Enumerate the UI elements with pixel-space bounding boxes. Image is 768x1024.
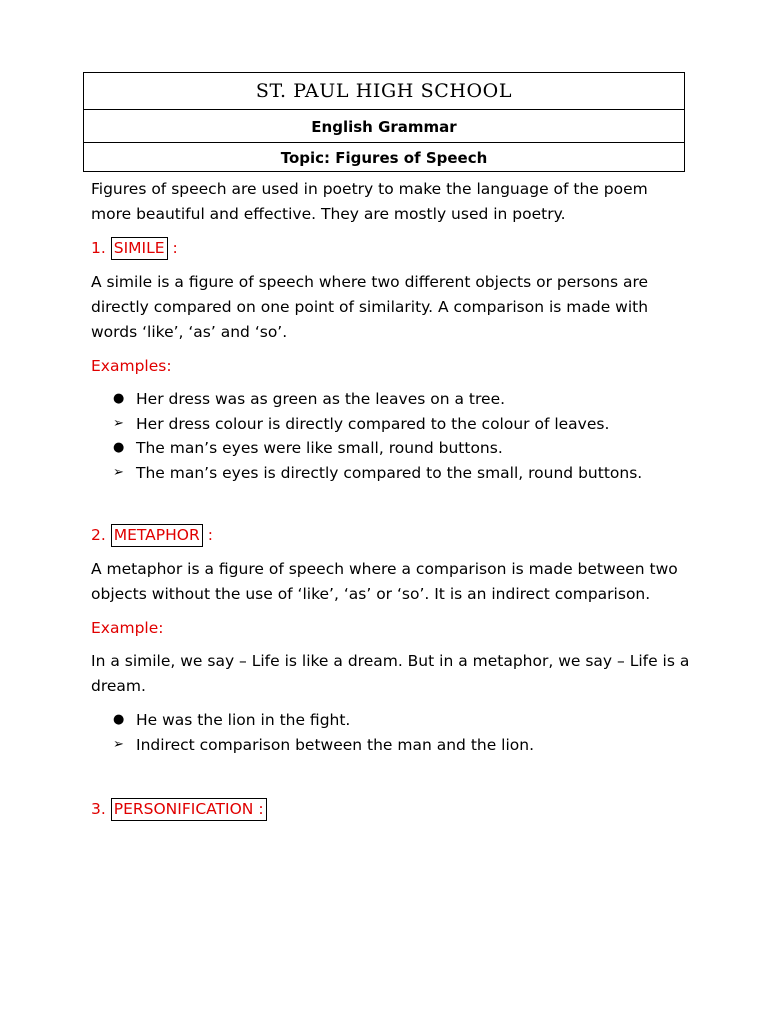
- arrow-bullet-icon: ➢: [113, 464, 124, 480]
- personification-number: 3.: [91, 800, 106, 818]
- metaphor-title: METAPHOR: [111, 524, 203, 547]
- simile-colon: :: [172, 239, 178, 257]
- school-name-cell: [84, 73, 685, 110]
- simile-title: SIMILE: [111, 237, 168, 260]
- metaphor-colon: :: [207, 526, 213, 544]
- school-name: ST. PAUL HIGH SCHOOL: [255, 80, 513, 102]
- document-body: [91, 177, 691, 831]
- list-item-text: The man’s eyes is directly compared to the small, round buttons.: [136, 463, 643, 482]
- personification-heading: [91, 797, 691, 822]
- list-item: [113, 708, 691, 733]
- list-item: [113, 733, 691, 758]
- section-spacer: [91, 485, 691, 523]
- list-item-text: He was the lion in the fight.: [136, 711, 351, 729]
- personification-title: [111, 798, 267, 821]
- list-item-text: Her dress colour is directly compared to the colour of leaves.: [136, 414, 610, 433]
- topic-title: Topic: Figures of Speech: [280, 148, 488, 167]
- metaphor-heading: [91, 523, 691, 548]
- bullet-dot-icon: ●: [113, 440, 125, 455]
- intro-paragraph: Figures of speech are used in poetry to make the language of the poem more beautiful and effective. They are mostly used in poetry.: [91, 180, 648, 223]
- list-item: [113, 461, 691, 486]
- simile-example-list: [91, 387, 691, 485]
- arrow-bullet-icon: ➢: [113, 415, 124, 431]
- metaphor-example-label: Example:: [91, 619, 164, 637]
- subject-cell: [84, 110, 685, 143]
- list-item-text: Indirect comparison between the man and the lion.: [136, 735, 535, 754]
- simile-description: A simile is a figure of speech where two different objects or persons are directly compared on one point of similarity. A comparison is made with words ‘like’, ‘as’ and ‘so’.: [91, 273, 649, 341]
- personification-colon: :: [258, 800, 264, 818]
- section-spacer: [91, 757, 691, 797]
- list-item-text: Her dress was as green as the leaves on a tree.: [136, 390, 506, 408]
- list-item-text: The man’s eyes were like small, round buttons.: [136, 439, 503, 457]
- bullet-dot-icon: ●: [113, 712, 125, 727]
- metaphor-number: 2.: [91, 526, 106, 544]
- personification-title-text: PERSONIFICATION: [113, 800, 254, 818]
- arrow-bullet-icon: ➢: [113, 736, 124, 752]
- metaphor-example-text: In a simile, we say – Life is like a dream. But in a metaphor, we say – Life is a dream.: [91, 652, 690, 695]
- subject-title: English Grammar: [311, 117, 457, 136]
- topic-cell: [84, 143, 685, 172]
- simile-examples-label: Examples:: [91, 357, 172, 375]
- list-item: [113, 387, 691, 412]
- simile-number: 1.: [91, 239, 106, 257]
- list-item: [113, 412, 691, 437]
- bullet-dot-icon: ●: [113, 391, 125, 406]
- list-item: [113, 436, 691, 461]
- metaphor-description: A metaphor is a figure of speech where a comparison is made between two objects without the use of ‘like’, ‘as’ or ‘so’. It is an indirect comparison.: [91, 560, 678, 603]
- metaphor-example-list: [91, 708, 691, 757]
- header-table: [83, 72, 685, 172]
- simile-heading: [91, 236, 691, 261]
